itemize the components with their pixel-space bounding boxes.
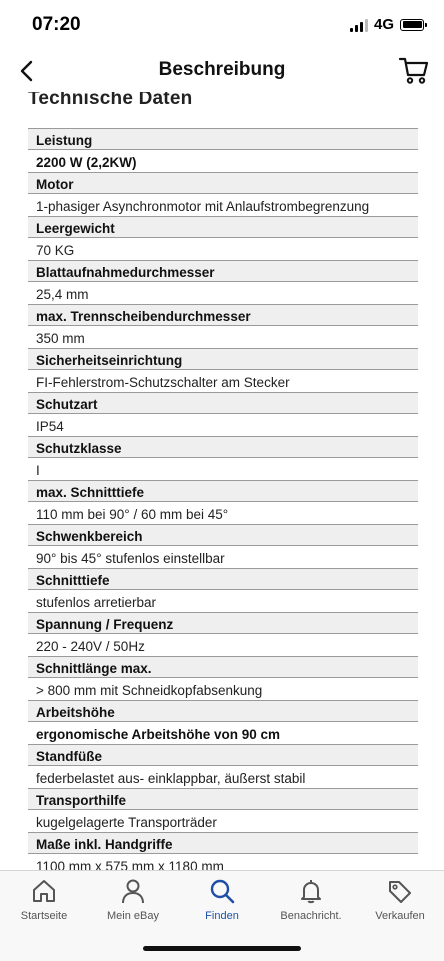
spec-label: Blattaufnahmedurchmesser <box>28 261 418 282</box>
spec-value: 1-phasiger Asynchronmotor mit Anlaufstrombegrenzung <box>28 194 418 217</box>
status-indicators <box>350 16 424 33</box>
cellular-signal-icon <box>350 18 368 32</box>
spec-value: stufenlos arretierbar <box>28 590 418 613</box>
tag-icon <box>386 877 414 905</box>
spec-value: 220 - 240V / 50Hz <box>28 634 418 657</box>
spec-value: 70 KG <box>28 238 418 261</box>
spec-label: Maße inkl. Handgriffe <box>28 833 418 854</box>
spec-label: max. Schnitttiefe <box>28 481 418 502</box>
person-icon <box>119 877 147 905</box>
network-label: 4G <box>373 16 394 33</box>
tab-finden[interactable] <box>178 877 266 922</box>
spec-label: Spannung / Frequenz <box>28 613 418 634</box>
cart-icon <box>398 54 430 86</box>
cart-button[interactable] <box>398 54 430 86</box>
navigation-bar <box>0 50 444 92</box>
status-bar <box>0 0 444 50</box>
page-title: Beschreibung <box>158 59 286 80</box>
tab-startseite[interactable] <box>0 877 88 922</box>
spec-value: 350 mm <box>28 326 418 349</box>
battery-icon <box>400 19 424 31</box>
section-title: Technische Daten <box>28 92 193 109</box>
spec-value: kugelgelagerte Transporträder <box>28 810 418 833</box>
spec-value: 25,4 mm <box>28 282 418 305</box>
search-icon <box>208 877 236 905</box>
spec-label: Leergewicht <box>28 217 418 238</box>
spec-value: > 800 mm mit Schneidkopfabsenkung <box>28 678 418 701</box>
tab-verkaufen[interactable] <box>356 877 444 922</box>
status-time: 07:20 <box>32 14 81 35</box>
spec-label: Leistung <box>28 129 418 150</box>
spec-label: Sicherheitseinrichtung <box>28 349 418 370</box>
home-icon <box>30 877 58 905</box>
spec-value: 90° bis 45° stufenlos einstellbar <box>28 546 418 569</box>
spec-value: 2200 W (2,2KW) <box>28 150 418 173</box>
spec-label: Schwenkbereich <box>28 525 418 546</box>
tab-label: Mein eBay <box>107 910 159 922</box>
spec-table <box>28 128 418 870</box>
spec-label: Arbeitshöhe <box>28 701 418 722</box>
tab-label: Finden <box>205 910 239 922</box>
spec-value: I <box>28 458 418 481</box>
bell-icon <box>297 877 325 905</box>
spec-value: IP54 <box>28 414 418 437</box>
tab-label: Verkaufen <box>375 910 425 922</box>
tab-label: Benachricht. <box>280 910 342 922</box>
spec-value: 110 mm bei 90° / 60 mm bei 45° <box>28 502 418 525</box>
spec-label: Schutzart <box>28 393 418 414</box>
spec-label: max. Trennscheibendurchmesser <box>28 305 418 326</box>
tab-benachrichtigungen[interactable] <box>267 877 355 922</box>
tab-mein-ebay[interactable] <box>89 877 177 922</box>
spec-value: federbelastet aus- einklappbar, äußerst stabil <box>28 766 418 789</box>
spec-value: FI-Fehlerstrom-Schutzschalter am Stecker <box>28 370 418 393</box>
spec-value: 1100 mm x 575 mm x 1180 mm <box>28 854 418 870</box>
spec-label: Schutzklasse <box>28 437 418 458</box>
home-indicator <box>143 946 301 951</box>
spec-label: Standfüße <box>28 745 418 766</box>
spec-value: ergonomische Arbeitshöhe von 90 cm <box>28 722 418 745</box>
spec-label: Motor <box>28 173 418 194</box>
description-content[interactable] <box>0 92 444 870</box>
spec-label: Schnittlänge max. <box>28 657 418 678</box>
tab-label: Startseite <box>20 910 68 922</box>
spec-label: Schnitttiefe <box>28 569 418 590</box>
spec-label: Transporthilfe <box>28 789 418 810</box>
